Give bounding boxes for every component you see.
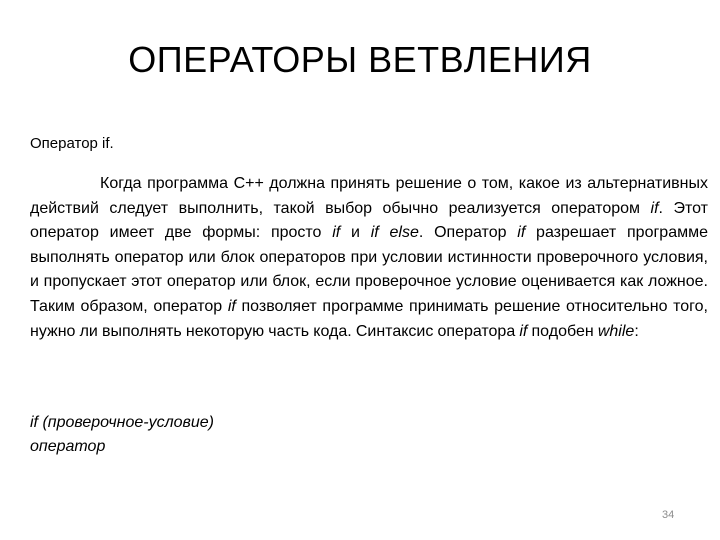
keyword-if: if: [650, 199, 659, 217]
text-segment: . Этот оператор имеет две формы: просто: [30, 199, 708, 242]
code-line: оператор: [30, 438, 106, 455]
code-line: if (проверочное-условие): [30, 414, 214, 431]
body-paragraph: [30, 172, 708, 344]
paragraph-text: [30, 172, 708, 344]
text-segment: позволяет программе принимать решение относительно того, нужно ли выполнять некоторую часть кода. Синтаксис оператора: [30, 297, 708, 340]
text-segment: :: [634, 322, 639, 340]
subheading: Оператор if.: [30, 135, 114, 152]
keyword-if: if: [227, 297, 236, 315]
page-number: 34: [662, 509, 675, 521]
text-segment: разрешает программе выполнять оператор или блок операторов при условии истинности проверочного условия, и пропускает этот оператор или блок, если проверочное условие оценивается как ложное. Таким образом, оператор: [30, 224, 709, 315]
keyword-while: while: [597, 322, 635, 340]
text-segment: подобен: [527, 322, 598, 340]
text-segment: и: [340, 224, 371, 242]
text-segment: . Оператор: [418, 224, 518, 242]
text-segment: Когда программа C++ должна принять решение о том, какое из альтернативных действий следует выполнить, такой выбор обычно реализуется оператором: [30, 175, 708, 217]
keyword-if: if: [517, 224, 526, 242]
keyword-if-else: if else: [370, 224, 419, 242]
code-syntax-block: [30, 411, 214, 459]
slide-title: ОПЕРАТОРЫ ВЕТВЛЕНИЯ: [128, 39, 592, 80]
keyword-if: if: [519, 322, 528, 340]
keyword-if: if: [332, 224, 341, 242]
